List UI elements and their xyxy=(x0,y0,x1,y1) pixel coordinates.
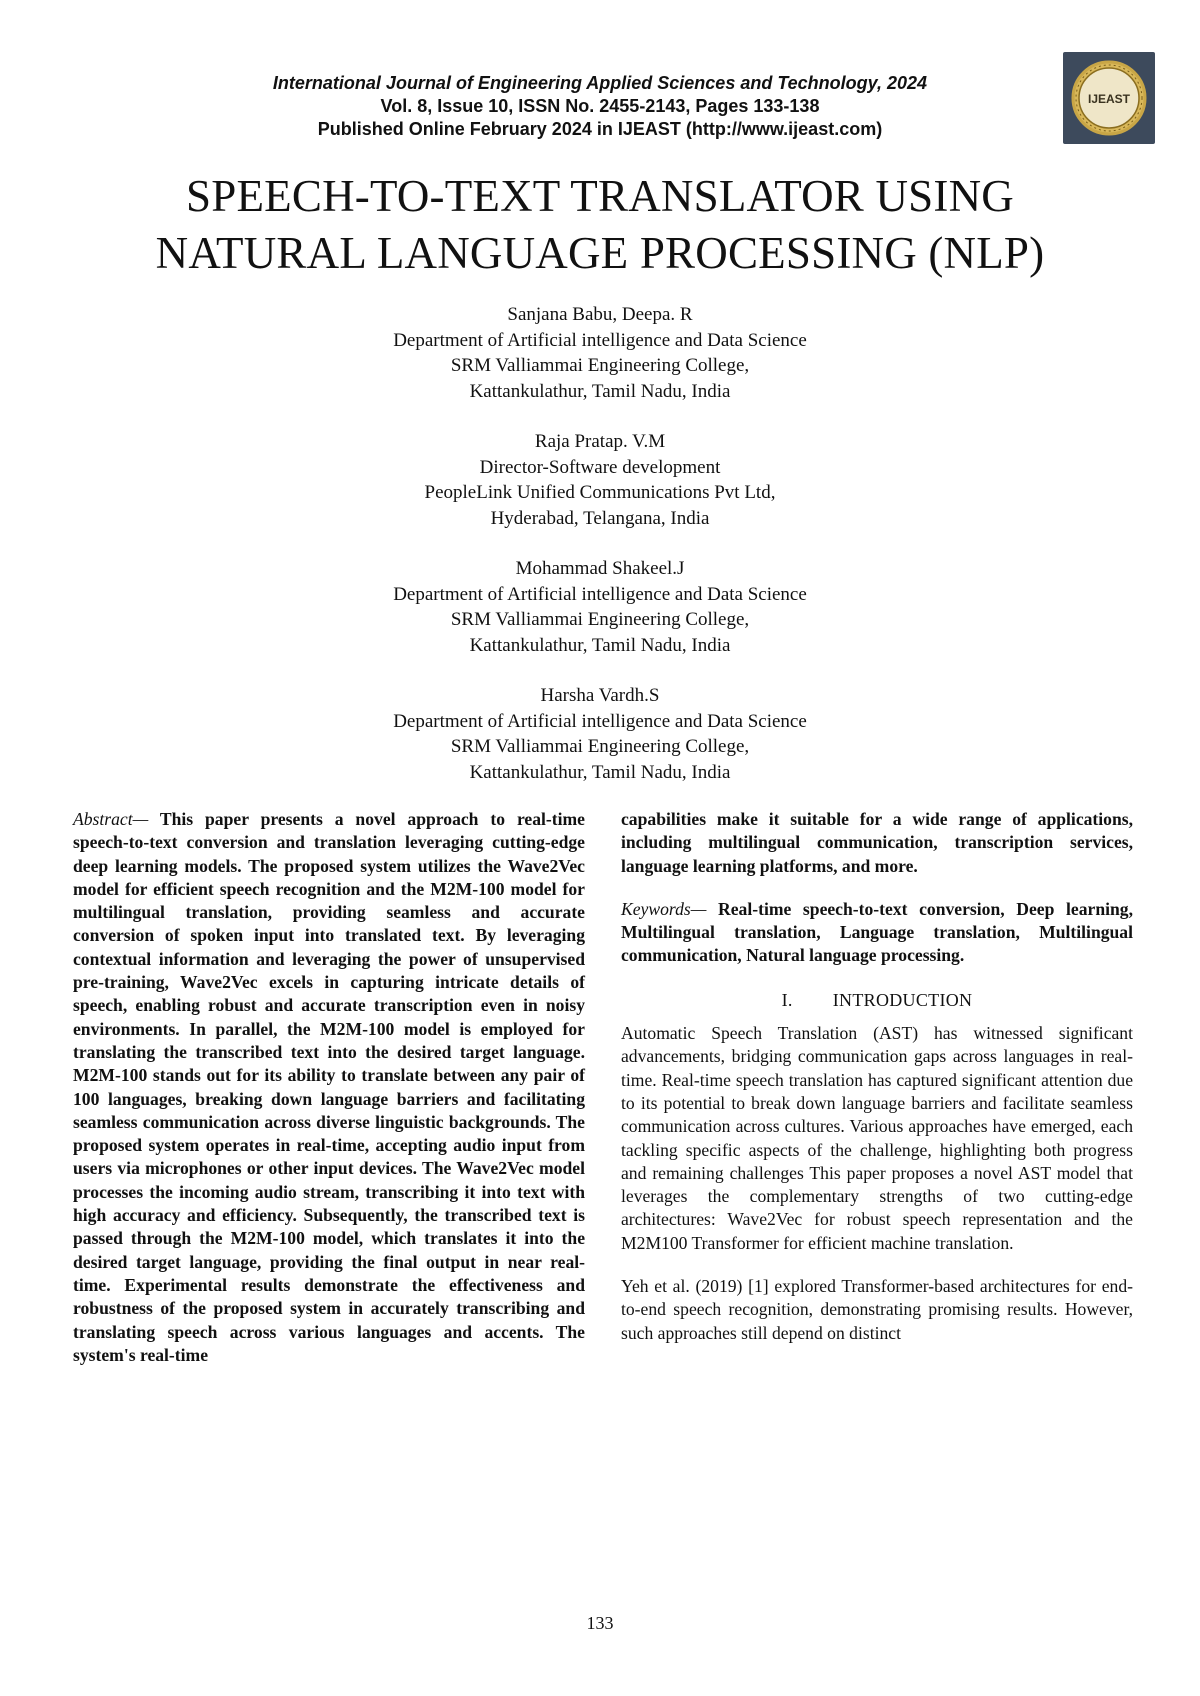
author-block xyxy=(200,302,1000,404)
author-name: Raja Pratap. V.M xyxy=(534,431,666,452)
journal-published: Published Online February 2024 in IJEAST (http://www.ijeast.com) xyxy=(317,119,883,139)
section-heading-introduction xyxy=(621,989,1133,1012)
journal-header xyxy=(180,72,1020,141)
author-location: Kattankulathur, Tamil Nadu, India xyxy=(469,380,731,402)
intro-paragraph: Yeh et al. (2019) [1] explored Transformer-based architectures for end-to-end speech recognition, demonstrating promising results. However, such approaches still depend on distinct xyxy=(621,1276,1133,1343)
ijeast-logo xyxy=(1063,52,1155,144)
author-block xyxy=(200,683,1000,785)
author-organization: PeopleLink Unified Communications Pvt Ltd, xyxy=(424,482,776,503)
author-name: Sanjana Babu, Deepa. R xyxy=(507,304,693,325)
intro-paragraph: Automatic Speech Translation (AST) has witnessed significant advancements, bridging communication gaps across languages in real-time. Real-time speech translation has captured significant attention due to its potential to break down language barriers and facilitate seamless communication across cultures. Various approaches have emerged, each tackling specific aspects of the challenge, highlighting both progress and remaining challenges This paper proposes a novel AST model that leverages the complementary strengths of two cutting-edge architectures: Wave2Vec for robust speech representation and the M2M100 Transformer for efficient machine translation. xyxy=(621,1023,1133,1253)
author-location: Kattankulathur, Tamil Nadu, India xyxy=(469,761,731,783)
author-department: Department of Artificial intelligence and Data Science xyxy=(393,329,807,351)
section-title: INTRODUCTION xyxy=(832,989,973,1010)
abstract-continuation: capabilities make it suitable for a wide range of applications, including multilingual communication, transcription services, language learning platforms, and more. xyxy=(621,809,1133,876)
author-block xyxy=(200,429,1000,531)
author-department: Director-Software development xyxy=(479,456,721,478)
author-name: Mohammad Shakeel.J xyxy=(515,558,685,579)
section-number: I. xyxy=(781,989,793,1010)
journal-name: International Journal of Engineering Applied Sciences and Technology, 2024 xyxy=(272,73,928,93)
left-column xyxy=(73,808,585,1367)
title-line-1: SPEECH-TO-TEXT TRANSLATOR USING xyxy=(186,171,1014,221)
page-number: 133 xyxy=(586,1613,614,1633)
author-block xyxy=(200,556,1000,658)
author-location: Hyderabad, Telangana, India xyxy=(490,507,710,529)
title-line-2: NATURAL LANGUAGE PROCESSING (NLP) xyxy=(155,228,1045,278)
author-department: Department of Artificial intelligence and Data Science xyxy=(393,583,807,605)
right-column xyxy=(621,808,1133,1365)
paper-title xyxy=(60,168,1140,282)
journal-volume: Vol. 8, Issue 10, ISSN No. 2455-2143, Pages 133-138 xyxy=(380,96,820,116)
abstract-text: This paper presents a novel approach to real-time speech-to-text conversion and translation leveraging cutting-edge deep learning models. The proposed system utilizes the Wave2Vec model for efficient speech recognition and the M2M-100 model for multilingual translation, providing seamless and accurate conversion of spoken input into translated text. By leveraging contextual information and leveraging the power of unsupervised pre-training, Wave2Vec excels in capturing intricate details of speech, enabling robust and accurate transcription even in noisy environments. In parallel, the M2M-100 model is employed for translating the transcribed text into the desired target language. M2M-100 stands out for its ability to translate between any pair of 100 languages, breaking down language barriers and facilitating seamless communication across diverse linguistic backgrounds. The proposed system operates in real-time, accepting audio input from users via microphones or other input devices. The Wave2Vec model processes the incoming audio stream, transcribing it into text with high accuracy and efficiency. Subsequently, the transcribed text is passed through the M2M-100 model, which translates it into the desired target language, providing the final output in near real-time. Experimental results demonstrate the effectiveness and robustness of the proposed system in accurately transcribing and translating speech across various languages and accents. The system's real-time xyxy=(73,809,585,1365)
author-department: Department of Artificial intelligence and Data Science xyxy=(393,710,807,732)
keywords-text: Real-time speech-to-text conversion, Deep learning, Multilingual translation, Language translation, Multilingual communication, Natural language processing. xyxy=(621,898,1133,966)
author-name: Harsha Vardh.S xyxy=(540,685,660,706)
author-organization: SRM Valliammai Engineering College, xyxy=(450,355,750,376)
author-organization: SRM Valliammai Engineering College, xyxy=(450,609,750,630)
author-organization: SRM Valliammai Engineering College, xyxy=(450,736,750,757)
abstract xyxy=(73,808,585,1367)
keywords-label: Keywords— xyxy=(621,898,707,919)
author-location: Kattankulathur, Tamil Nadu, India xyxy=(469,634,731,656)
keywords xyxy=(621,898,1133,968)
svg-text:IJEAST: IJEAST xyxy=(1087,92,1131,106)
abstract-label: Abstract— xyxy=(73,809,149,829)
author-list xyxy=(200,302,1000,810)
